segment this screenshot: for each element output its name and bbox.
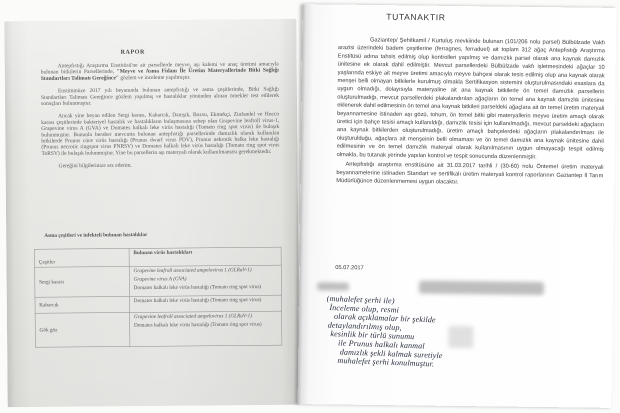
minutes-page (298, 4, 617, 408)
report-title: RAPOR (120, 48, 145, 56)
variety-cell: Gök göz (35, 312, 130, 347)
redacted-name (419, 281, 544, 296)
redacted-name (317, 282, 349, 290)
handwritten-line: (muhalefet şerhi ile) (326, 294, 395, 306)
table-row (35, 265, 282, 297)
handwritten-note (324, 294, 561, 373)
variety-cell: Sergi karası (35, 266, 130, 297)
report-paragraph (41, 61, 279, 82)
virus-table (34, 247, 282, 348)
handwritten-line: olarak açıklamalar bir şekilde (333, 312, 436, 325)
handwritten-line: detaylandırılmış olup, (327, 320, 402, 333)
diseases-cell (129, 295, 281, 312)
table-row (35, 311, 282, 347)
minutes-body (336, 36, 605, 188)
disease-item: Domates halkalı leke virüs hastalığı (Tomato ring spot virus) (133, 297, 262, 304)
report-paragraph-tail: gözlem ve inceleme yapılmıştır. (118, 74, 191, 81)
report-paragraph-emphasis: "Meyve ve Asma Fidanı İle Üretim Materyallerinde Bitki Sağlığı Standartları Talimatı Gereğince" (40, 67, 279, 82)
handwritten-line: İnceleme olup, resmi (329, 303, 400, 315)
disease-item: Grapevine virus A (GVA) (133, 276, 187, 283)
report-page (4, 19, 299, 408)
virus-table-caption: Asma çeşitleri ve infekteli bulunan hastalıklar (44, 232, 148, 239)
diseases-cell (130, 311, 282, 346)
handwritten-line: muhalefet şerhi konulmuştur. (337, 356, 435, 369)
table-header-cell: Çeşitler (35, 248, 130, 267)
minutes-title: TUTANAKTIR (386, 12, 446, 23)
handwritten-line: kesinlik bir türlü sunumu (330, 329, 415, 342)
diseases-cell (129, 265, 281, 296)
handwritten-line: ile Prunus halkalı kanmal (337, 338, 425, 351)
report-body (41, 61, 280, 169)
variety-cell: Kabarcık (35, 296, 130, 313)
minutes-paragraph: Antepfıstığı araştırma enstitüsüne ait 31.03.2017 tarihli / (30-60) nolu Öntemel üretim materyali beyannamelerine istinaden Standart ve sertifikalı üretim materyali kontrol raporlarının Gaziantep İl Tarım Müdürlüğünce düzenlenmemesi uygun olacaktır. (336, 161, 604, 185)
disease-item: Domates halkalı leke virüs hastalığı (Tomato ring spot virus) (133, 284, 262, 291)
minutes-page-sheet (298, 4, 617, 408)
handwritten-line: damızlık şekli kalmak suretiyle (339, 347, 443, 360)
disease-item: Grapevine leafroll associated ampelovirus 1 (GLRaV-1) (133, 313, 252, 320)
report-page-sheet (4, 19, 299, 408)
report-closing: Gereğini bilgilerinize arz ederim. (58, 162, 132, 169)
report-paragraph: Enstitümüze 2017 yılı beyanında bulunan antepfıstığı ve asma çeşitlerinde, Bitki Sağlığı Standartları Talimatı Gereğince gözlem yapılmış ve hastalıklar yönünden alınan örnekler test edilerek sonuçları bulunmuştur. (40, 85, 280, 107)
disease-item: Domates halkalı leke virüs hastalığı (Tomato ring spot virus) (133, 321, 262, 329)
table-header-cell: Bulunan virüs hastalıkları (129, 247, 281, 266)
report-paragraph-lead: Antepfıstığı Araştırma Enstitüsü'ne ait parsellerde meyve, aşı kalemi ve anaç üretimi amacıyla bulunan bitkilerin Parsellerinde, (40, 60, 279, 76)
table-header-row (35, 247, 282, 267)
disease-item: Grapevine leafroll associated ampelovirus 1 (GLRaV-1) (133, 267, 252, 274)
report-paragraph: Ancak yine beyan edilen Sergi karası, Kabarcık, Danışık, Bozsu, Ekmekçi, Zinfandel ve Hocco karası çeşitlerinde bakteriyel hastalık ve hastalıkların bulaşmasına sebep olan Grapevine leafroll virus-1, Grapevine virus A (GVA) ve Domates halkalı leke virüs hastalığı (Tomato ring spot virus) ile bulaşık bulunmuştur. Bununla beraber mevcutta bulunan antepfıstığı parsellerinde damızlık olarak kullanılan bitkilerde Prunus cüce virüs hastalığı (Prunus dwarf virus PDV), Prunus nekrotik halka leke hastalığı (Prunus necrotic ringspot virus PNRSV) ve Domates halkalı leke virüs hastalığı (Tomato ring spot virus ToRSV) ile bulaşık bulunmuştur. Yine bu parsellerin aşı materyali olarak kullanılmaması gerekmektedir. (41, 111, 280, 157)
minutes-date: 05.07.2017 (335, 264, 364, 271)
minutes-paragraph: Gaziantep/ Şehitkamil / Kurtuluş mevkiinde bulunan (101/206 nolu parsel) Bülbülzade Vakfı arazisi üzerindeki badem çeşitlerine (ferragnes, ferraduel) ait toplam 312 ağaç Antepfıstığı Araştırma Enstitüsü adına tahsis edilmiş olup kontrolleri yapılmış ve damızlık parsel olarak ana kaynak damızlık ünitesine ek olarak dahil edilmiştir. Mevcut parsellerdeki Bülbülzade vakfı işletmesindeki ağaçlar 10 yaşlarında eskiye ait meyve üretimi amacıyla meyve bahçesi olarak tesis edilmiş olup ana kaynak olarak menşei belli olmayan bitkilerle kurulmuş olmakla Sertifikasyon sistemini oluşturulmasındaki esaslara da uygun olmadığı, dolayısıyla materyaline ait ana kaynak bitkilerle ön temel damızlık parsellerin oluşturulmadığı, mevcut parsellerdeki plakalandırılan ağaçların ön temel ana kaynak damızlık ünitesine eklenerek dahil edilmesinin ön temel ana kaynak bitkileri parseldeki ağaçlara ait ön temel üretim materyali beyannamesine istinaden aşı gözü, tohum, ön temel bitki gibi materyallerin meyve üretim amaçlı olarak üretici için bahçe tesisi amaçlı kullanıldığı, damızlık tesisi için kullanılmadığı, mevcut parseldeki ağaçların ana kaynak bitkilerden oluşturulmadığı, üretim amaçlı bahçelerdeki ağaçların plakalandırılması ile oluşturulduğu, ağaçlara ait menşeinin belli olmaması ve ön temel damızlık ana kaynak ünitesine dahil edilmesinin ve ön temel damızlık materyal olarak kullanılmasının uygun olmayacağı tespit edilmiş olmakla, bu tutanak yerinde yapılan kontrol ve tespit sonucunda düzenlenmiştir. (336, 36, 606, 160)
